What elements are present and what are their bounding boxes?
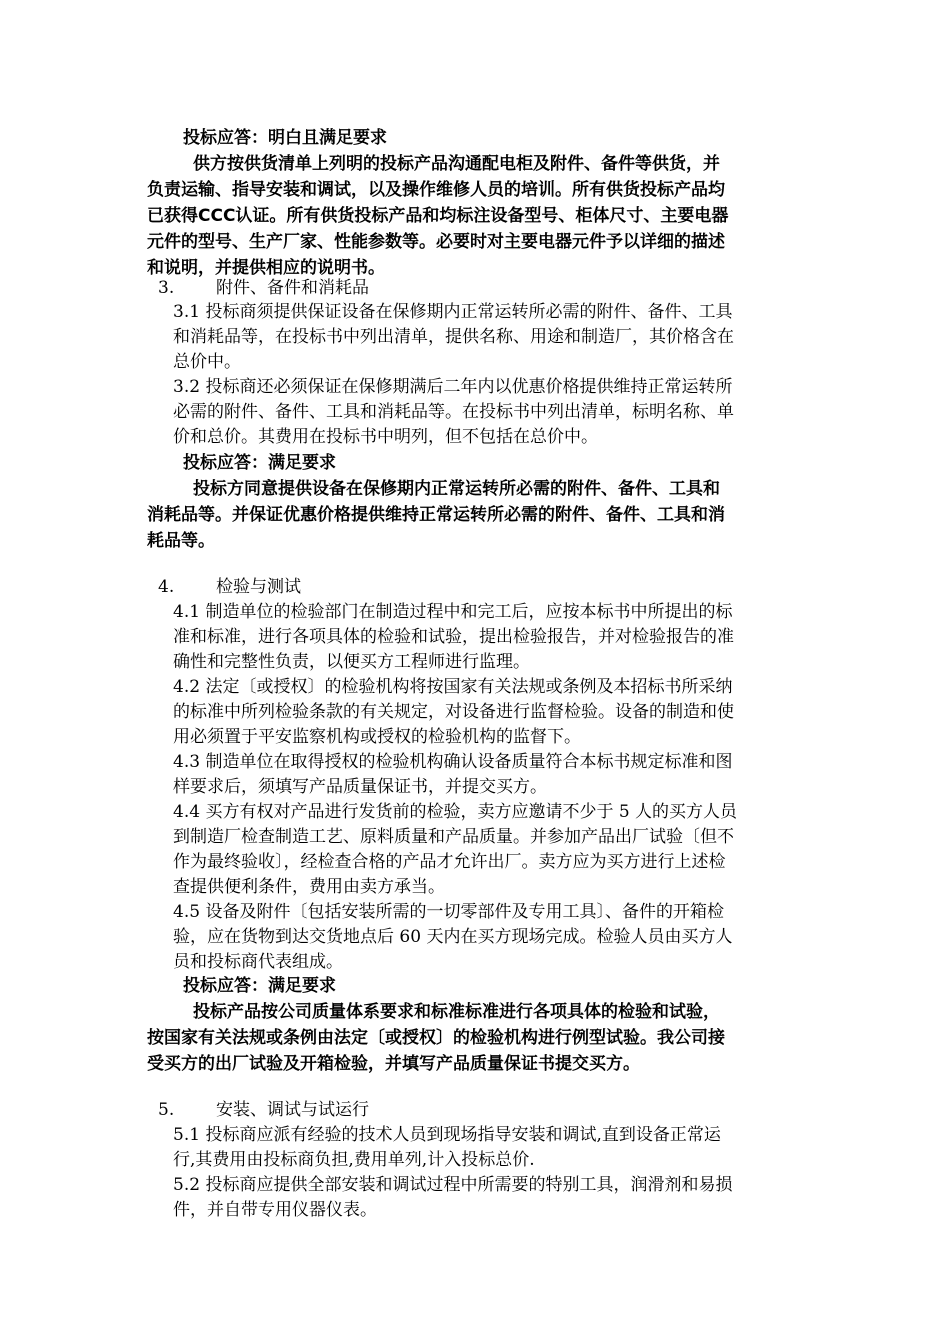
response-title: 投标应答：明白且满足要求	[183, 128, 387, 148]
response-line: 按国家有关法规或条例由法定〔或授权〕的检验机构进行例型试验。我公司接	[147, 1028, 725, 1048]
clause-line: 准和标准，进行各项具体的检验和试验，提出检验报告，并对检验报告的准	[173, 627, 734, 647]
clause-line: 员和投标商代表组成。	[173, 952, 343, 972]
clause-line: 5.1 投标商应派有经验的技术人员到现场指导安装和调试,直到设备正常运	[173, 1125, 721, 1145]
clause-line: 3.2 投标商还必须保证在保修期满后二年内以优惠价格提供维持正常运转所	[173, 377, 733, 397]
clause-line: 样要求后，须填写产品质量保证书，并提交买方。	[173, 777, 547, 797]
clause-line: 5.2 投标商应提供全部安装和调试过程中所需要的特别工具，润滑剂和易损	[173, 1175, 733, 1195]
clause-line: 和消耗品等，在投标书中列出清单，提供名称、用途和制造厂，其价格含在	[173, 327, 734, 347]
response-line: 消耗品等。并保证优惠价格提供维持正常运转所必需的附件、备件、工具和消	[147, 505, 725, 525]
clause-line: 价和总价。其费用在投标书中明列，但不包括在总价中。	[173, 427, 598, 447]
section-heading-5	[158, 1098, 369, 1122]
section-title: 安装、调试与试运行	[216, 1100, 369, 1120]
response-line: 已获得CCC认证。所有供货投标产品和均标注设备型号、柜体尺寸、主要电器	[147, 206, 729, 226]
clause-line: 3.1 投标商须提供保证设备在保修期内正常运转所必需的附件、备件、工具	[173, 302, 733, 322]
clause-line: 确性和完整性负责，以便买方工程师进行监理。	[173, 652, 530, 672]
clause-line: 总价中。	[173, 352, 241, 372]
response-line: 受买方的出厂试验及开箱检验，并填写产品质量保证书提交买方。	[147, 1054, 640, 1074]
section-number: 3.	[158, 278, 175, 298]
section-title: 附件、备件和消耗品	[216, 278, 369, 298]
response-title: 投标应答：满足要求	[183, 453, 336, 473]
response-line: 耗品等。	[147, 531, 215, 551]
clause-line: 作为最终验收〕，经检查合格的产品才允许出厂。卖方应为买方进行上述检	[173, 852, 726, 872]
clause-line: 4.2 法定〔或授权〕的检验机构将按国家有关法规或条例及本招标书所采纳	[173, 677, 733, 697]
clause-line: 4.3 制造单位在取得授权的检验机构确认设备质量符合本标书规定标准和图	[173, 752, 733, 772]
section-number: 4.	[158, 577, 175, 597]
response-line: 供方按供货清单上列明的投标产品沟通配电柜及附件、备件等供货，并	[193, 154, 720, 174]
response-line: 投标方同意提供设备在保修期内正常运转所必需的附件、备件、工具和	[193, 479, 720, 499]
response-line: 和说明，并提供相应的说明书。	[147, 258, 385, 278]
clause-line: 行,其费用由投标商负担,费用单列,计入投标总价.	[173, 1150, 535, 1170]
response-line: 投标产品按公司质量体系要求和标准标准进行各项具体的检验和试验，	[193, 1002, 720, 1022]
response-line: 负责运输、指导安装和调试，以及操作维修人员的培训。所有供货投标产品均	[147, 180, 725, 200]
section-heading-3	[158, 276, 369, 300]
response-line: 元件的型号、生产厂家、性能参数等。必要时对主要电器元件予以详细的描述	[147, 232, 725, 252]
clause-line: 验，应在货物到达交货地点后 60 天内在买方现场完成。检验人员由买方人	[173, 927, 733, 947]
section-heading-4	[158, 575, 301, 599]
response-title: 投标应答：满足要求	[183, 976, 336, 996]
section-number: 5.	[158, 1100, 175, 1120]
clause-line: 必需的附件、备件、工具和消耗品等。在投标书中列出清单，标明名称、单	[173, 402, 734, 422]
section-title: 检验与测试	[216, 577, 301, 597]
clause-line: 的标准中所列检验条款的有关规定，对设备进行监督检验。设备的制造和使	[173, 702, 734, 722]
clause-line: 查提供便利条件，费用由卖方承当。	[173, 877, 445, 897]
clause-line: 用必须置于平安监察机构或授权的检验机构的监督下。	[173, 727, 581, 747]
clause-line: 4.1 制造单位的检验部门在制造过程中和完工后，应按本标书中所提出的标	[173, 602, 733, 622]
clause-line: 4.5 设备及附件〔包括安装所需的一切零部件及专用工具〕、备件的开箱检	[173, 902, 724, 922]
clause-line: 件，并自带专用仪器仪表。	[173, 1200, 377, 1220]
clause-line: 到制造厂检查制造工艺、原料质量和产品质量。并参加产品出厂试验〔但不	[173, 827, 734, 847]
clause-line: 4.4 买方有权对产品进行发货前的检验，卖方应邀请不少于 5 人的买方人员	[173, 802, 738, 822]
